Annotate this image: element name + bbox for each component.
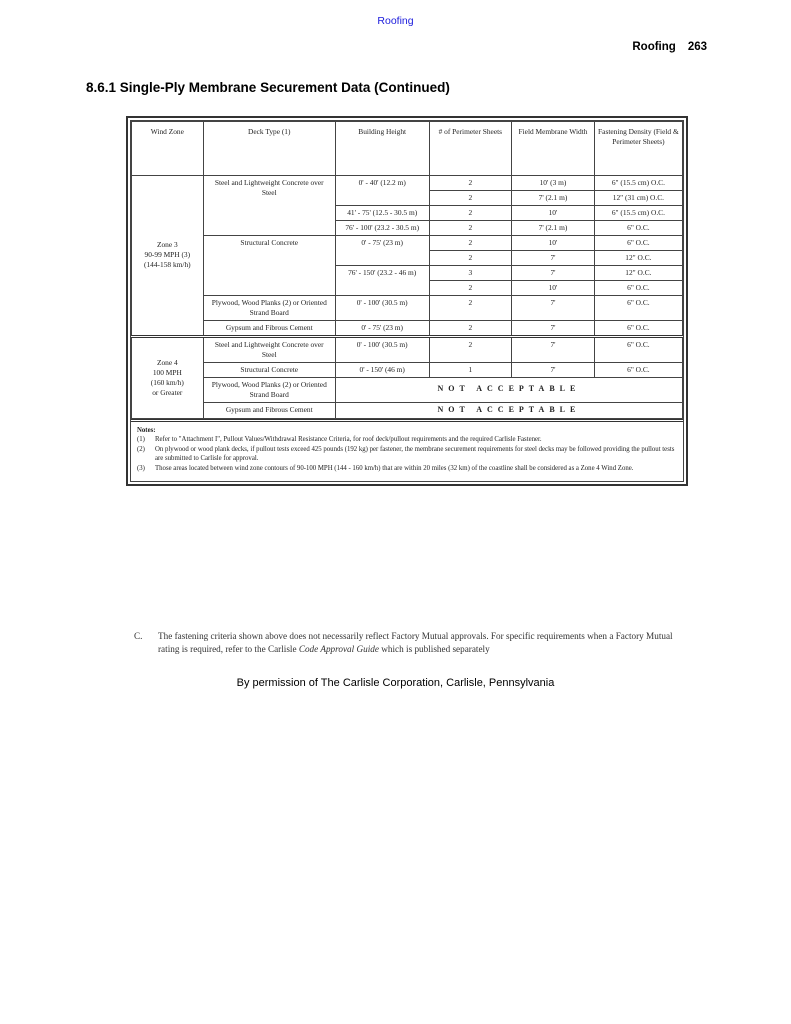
- table-notes: [131, 419, 683, 482]
- width-cell: 7': [512, 265, 595, 280]
- note-number: (2): [137, 445, 145, 453]
- deck-type-cell: Gypsum and Fibrous Cement: [203, 320, 335, 336]
- note-item: [137, 464, 677, 474]
- width-cell: 10': [512, 280, 595, 295]
- note-c: [134, 630, 694, 657]
- table-row: [132, 402, 683, 418]
- density-cell: 6" O.C.: [594, 362, 682, 377]
- density-cell: 12" (31 cm) O.C.: [594, 190, 682, 205]
- sheets-cell: 2: [429, 205, 512, 220]
- deck-type-cell: Structural Concrete: [203, 235, 335, 295]
- width-cell: 7' (2.1 m): [512, 220, 595, 235]
- page-number: 263: [687, 41, 707, 53]
- density-cell: 6" (15.5 cm) O.C.: [594, 176, 682, 191]
- notes-title: Notes:: [137, 426, 156, 434]
- sheets-cell: 2: [429, 295, 512, 320]
- sheets-cell: 2: [429, 280, 512, 295]
- sheets-cell: 1: [429, 362, 512, 377]
- deck-type-cell: Steel and Lightweight Concrete over Steel: [203, 336, 335, 362]
- height-cell: 0' - 75' (23 m): [335, 320, 429, 336]
- table-row: [132, 320, 683, 336]
- height-cell: 76' - 150' (23.2 - 46 m): [335, 265, 429, 295]
- sheets-cell: 2: [429, 235, 512, 250]
- note-number: (3): [137, 464, 145, 472]
- sheets-cell: 3: [429, 265, 512, 280]
- height-cell: 0' - 40' (12.2 m): [335, 176, 429, 206]
- density-cell: 6" O.C.: [594, 295, 682, 320]
- zone3-label: Zone 3 90-99 MPH (3) (144-158 km/h): [132, 176, 204, 337]
- width-cell: 10': [512, 205, 595, 220]
- sheets-cell: 2: [429, 176, 512, 191]
- note-item: [137, 445, 677, 464]
- note-item: [137, 435, 677, 445]
- page-header: [632, 41, 707, 53]
- table-header-row: [132, 122, 683, 176]
- sheets-cell: 2: [429, 336, 512, 362]
- height-cell: 0' - 150' (46 m): [335, 362, 429, 377]
- width-cell: 7' (2.1 m): [512, 190, 595, 205]
- note-c-label: C.: [134, 631, 143, 641]
- density-cell: 6" O.C.: [594, 235, 682, 250]
- deck-type-cell: Steel and Lightweight Concrete over Steel: [203, 176, 335, 236]
- note-text: Refer to "Attachment I", Pullout Values/Withdrawal Resistance Criteria, for roof deck/pullout requirements and the required Carlisle Fastener.: [155, 436, 542, 444]
- code-approval-guide: Code Approval Guide: [298, 644, 379, 655]
- securement-table: [131, 121, 683, 419]
- note-text: On plywood or wood plank decks, if pullout tests exceed 425 pounds (192 kg) per fastener, the membrane securement requirements for steel decks may be followed providing the pullout tests are submitted to Carlisle for approval.: [155, 445, 675, 463]
- deck-type-cell: Plywood, Wood Planks (2) or Oriented Strand Board: [203, 295, 335, 320]
- density-cell: 6" O.C.: [594, 336, 682, 362]
- table-row: [132, 377, 683, 402]
- density-cell: 12" O.C.: [594, 265, 682, 280]
- sheets-cell: 2: [429, 320, 512, 336]
- density-cell: 12" O.C.: [594, 250, 682, 265]
- deck-type-cell: Plywood, Wood Planks (2) or Oriented Strand Board: [203, 377, 335, 402]
- col-wind-zone: Wind Zone: [132, 122, 204, 176]
- deck-type-cell: Gypsum and Fibrous Cement: [203, 402, 335, 418]
- roofing-link[interactable]: Roofing: [377, 15, 414, 27]
- height-cell: 0' - 75' (23 m): [335, 235, 429, 265]
- table-row: [132, 295, 683, 320]
- note-c-text-before: The fastening criteria shown above does not necessarily reflect Factory Mutual approvals. For specific requirements when a Factory Mutual rating is required, refer to the Carlisle: [158, 631, 673, 655]
- col-field-width: Field Membrane Width: [512, 122, 595, 176]
- note-c-text-after: which is published separately: [378, 644, 490, 655]
- density-cell: 6" O.C.: [594, 320, 682, 336]
- deck-type-cell: Structural Concrete: [203, 362, 335, 377]
- width-cell: 10': [512, 235, 595, 250]
- note-number: (1): [137, 436, 145, 444]
- width-cell: 10' (3 m): [512, 176, 595, 191]
- sheets-cell: 2: [429, 190, 512, 205]
- width-cell: 7': [512, 336, 595, 362]
- permission-credit: By permission of The Carlisle Corporation, Carlisle, Pennsylvania: [236, 677, 555, 689]
- table-row: [132, 176, 683, 191]
- section-title: 8.6.1 Single-Ply Membrane Securement Data (Continued): [86, 80, 450, 95]
- table-row: [132, 336, 683, 362]
- table-row: [132, 362, 683, 377]
- table-row: [132, 235, 683, 250]
- zone4-label: Zone 4 100 MPH (160 km/h) or Greater: [132, 336, 204, 418]
- height-cell: 0' - 100' (30.5 m): [335, 336, 429, 362]
- width-cell: 7': [512, 320, 595, 336]
- header-section: Roofing: [632, 41, 676, 53]
- securement-table-scan: [126, 116, 688, 486]
- height-cell: 41' - 75' (12.5 - 30.5 m): [335, 205, 429, 220]
- height-cell: 76' - 100' (23.2 - 30.5 m): [335, 220, 429, 235]
- note-text: Those areas located between wind zone contours of 90-100 MPH (144 - 160 km/h) that are within 20 miles (32 km) of the coastline shall be considered as a Zone 4 Wind Zone.: [155, 464, 634, 472]
- density-cell: 6" (15.5 cm) O.C.: [594, 205, 682, 220]
- note-c-text: [158, 630, 694, 657]
- sheets-cell: 2: [429, 220, 512, 235]
- not-acceptable-cell: NOT ACCEPTABLE: [335, 402, 682, 418]
- col-fastening-density: Fastening Density (Field & Perimeter Sheets): [594, 122, 682, 176]
- col-perimeter-sheets: # of Perimeter Sheets: [429, 122, 512, 176]
- col-deck-type: Deck Type (1): [203, 122, 335, 176]
- width-cell: 7': [512, 362, 595, 377]
- sheets-cell: 2: [429, 250, 512, 265]
- not-acceptable-cell: NOT ACCEPTABLE: [335, 377, 682, 402]
- density-cell: 6" O.C.: [594, 220, 682, 235]
- height-cell: 0' - 100' (30.5 m): [335, 295, 429, 320]
- width-cell: 7': [512, 295, 595, 320]
- width-cell: 7': [512, 250, 595, 265]
- col-building-height: Building Height: [335, 122, 429, 176]
- density-cell: 6" O.C.: [594, 280, 682, 295]
